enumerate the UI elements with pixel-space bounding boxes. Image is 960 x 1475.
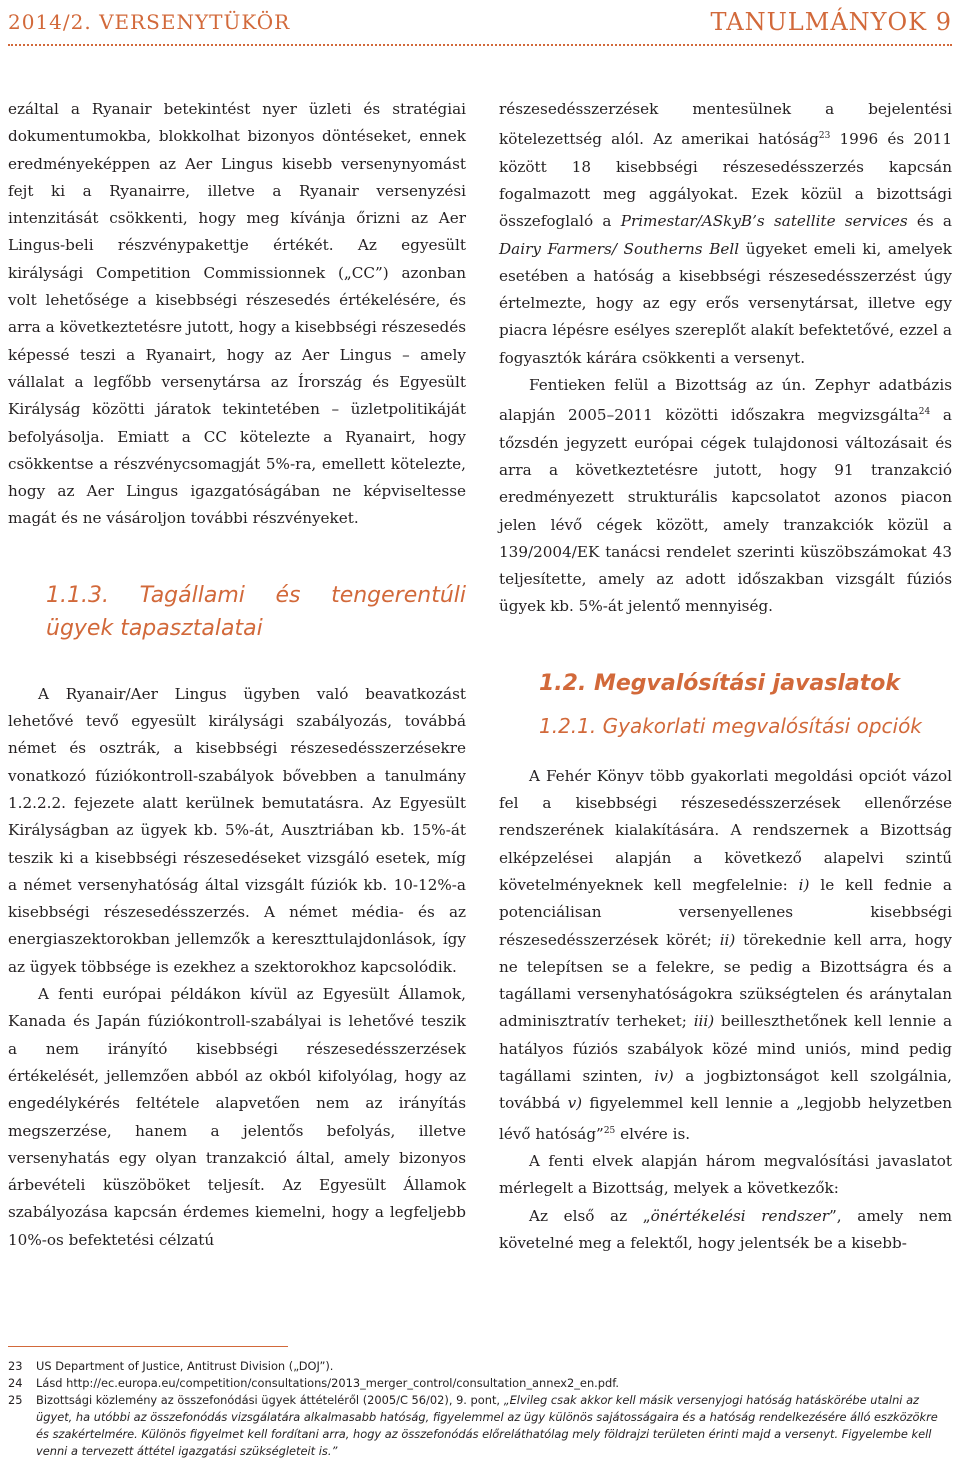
- section-page-number: TANULMÁNYOK 9: [710, 8, 952, 36]
- footnote-ref[interactable]: 24: [918, 407, 931, 418]
- section-heading: 1.1.3. Tagállami és tengerentúli ügyek tapasztalatai: [46, 582, 466, 641]
- paragraph: részesedésszerzések mentesülnek a bejelentési kötelezettség alól. Az amerikai hatóság$^{23}$ 1996 és 2011 között 18 kisebbségi részesedésszerzés kapcsán fogalmazott meg aggályokat. Ezek közül a bizottsági összefoglaló a Primestar/ASkyB’s satellite services és a Dairy Farmers/ Southerns Bell ügyeket emeli ki, amelyek esetében a hatóság a kisebbségi részesedésszerzést úgy értelmezte, hogy az egy erős versenytársat, illetve egy piacra lépésre esélyes szereplőt alakít befektetővé, ezzel a fogyasztók kárára csökkenti a versenyt.: [499, 100, 952, 367]
- page-header: [8, 4, 952, 40]
- paragraph: A Ryanair/Aer Lingus ügyben való beavatkozást lehetővé tevő egyesült királysági szabályozás, továbbá német és osztrák, a kisebbségi részesedésszerzésekre vonatkozó fúziókontroll-szabályok bővebben a tanulmány 1.2.2.2. fejezete alatt kerülnek bemutatásra. Az Egyesült Királyságban az ügyek kb. 5%-át, Ausztriában kb. 15%-át teszik ki a kisebbségi részesedéseket vizsgáló esetek, míg a német versenyhatóság által vizsgált fúziók kb. 10-12%-a kisebbségi részesedésszerzés. A német média- és az energiaszektorokban jellemzők a kereszttulajdonlások, így az ügyek többsége is ezekhez a szektorokhoz kapcsolódik.: [8, 684, 466, 976]
- right-column: [499, 96, 952, 1257]
- section-heading: 1.2. Megvalósítási javaslatok: [539, 670, 901, 696]
- paragraph: Az első az „önértékelési rendszer”, amely nem követelné meg a felektől, hogy jelentsék be a kisebb-: [499, 1206, 952, 1252]
- footnotes: [8, 1358, 954, 1460]
- paragraph: ezáltal a Ryanair betekintést nyer üzleti és stratégiai dokumentumokba, blokkolhat bizonyos döntéseket, ennek eredményeképpen az Aer Lingus kisebb versenynyomást fejt ki a Ryanairre, illetve a Ryanair versenyzési intenzitását csökkenti, hogy meg kívánja őrizni az Aer Lingus-beli részvénypakettje értékét. Az egyesült királysági Competition Commissionnek („CC”) azonban volt lehetősége a kisebbségi részesedés értékelésére, és arra a következtetésre jutott, hogy a kisebbségi részesedés képessé teszi a Ryanairt, hogy az Aer Lingus – amely vállalat a legfőbb versenytársa az Írország és Egyesült Királyság közötti járatok tekintetében – üzletpolitikáját befolyásolja. Emiatt a CC kötelezte a Ryanairt, hogy csökkentse a részvénycsomagját 5%-ra, emellett kötelezte, hogy az Aer Lingus igazgatóságában ne képviseltesse magát és ne vásároljon további részvényeket.: [8, 100, 466, 528]
- footnote: 23 US Department of Justice, Antitrust Division („DOJ”).: [8, 1359, 334, 1373]
- paragraph: A fenti európai példákon kívül az Egyesült Államok, Kanada és Japán fúziókontroll-szabályai is lehetővé teszik a nem irányító kisebbségi részesedésszerzések értékelését, jellemzően abból az okból kifolyólag, hogy az engedélykérés feltétele alapvetően nem az irányítás megszerzése, hanem a jelentős befolyás, illetve versenyhatás egy olyan tranzakció által, amely bizonyos árbevételi küszöböket teljesít. Az Egyesült Államok szabályozása kapcsán érdemes kiemelni, hogy a legfeljebb 10%-os befektetési célzatú: [8, 985, 466, 1249]
- paragraph: Fentieken felül a Bizottság az ún. Zephyr adatbázis alapján 2005–2011 közötti időszakra megvizsgálta$^{24}$ a tőzsdén jegyzett európai cégek tulajdonosi változásait és arra a következtetésre jutott, hogy 91 tranzakció eredményezett strukturális kapcsolatot azonos piacon jelen lévő cégek között, amely tranzakciók közül a 139/2004/EK tanácsi rendelet szerinti küszöbszámokat 43 teljesítette, amely az adott időszakban vizsgált fúziós ügyek kb. 5%-át jelentő mennyiség.: [499, 376, 952, 616]
- footnote: 24 Lásd http://ec.europa.eu/competition/consultations/2013_merger_control/consultation_annex2_en.pdf.: [8, 1375, 954, 1392]
- footnote-divider: [8, 1346, 288, 1347]
- footnote-ref[interactable]: 25: [603, 1125, 616, 1136]
- footnote: 25 Bizottsági közlemény az összefonódási ügyek áttételéről (2005/C 56/02), 9. pont, „Elvileg csak akkor kell másik versenyjogi hatóság hatáskörébe utalni az ügyet, ha utóbbi az összefonódás vizsgálatára alkalmasabb hatóság, figyelemmel az ügy különös sajátosságaira és a hatóság rendelkezésére álló eszközökre és szakértelmére. Különös figyelmet kell fordítani arra, hogy az összefonódás előreláthatólag mely földrajzi területen érinti majd a versenyt. Figyelembe kell venni a tervezett áttétel igazgatási szükségleteit is.”: [8, 1393, 938, 1458]
- journal-issue: 2014/2. VERSENYTÜKÖR: [8, 10, 291, 34]
- subsection-heading: 1.2.1. Gyakorlati megvalósítási opciók: [539, 713, 922, 738]
- footnote-ref[interactable]: 23: [818, 131, 831, 142]
- paragraph: A fenti elvek alapján három megvalósítási javaslatot mérlegelt a Bizottság, melyek a következők:: [499, 1151, 952, 1198]
- paragraph: A Fehér Könyv több gyakorlati megoldási opciót vázol fel a kisebbségi részesedésszerzések ellenőrzése rendszerének kialakítására. A rendszernek a Bizottság elképzelései alapján a következő alapelvi szintű követelményeknek kell megfelelnie: i) le kell fednie a potenciálisan versenyellenes kisebbségi részesedésszerzések körét; ii) törekednie kell arra, hogy ne telepítsen se a felekre, se pedig a Bizottságra és a tagállami versenyhatóságokra szükségtelen és aránytalan adminisztratív terheket; iii) beilleszthetőnek kell lennie a hatályos fúziós szabályok közé mind uniós, mind pedig tagállami szinten, iv) a jogbiztonságot kell szolgálnia, továbbá v) figyelemmel kell lennie a „legjobb helyzetben lévő hatóság”$^{25}$ elvére is.: [499, 766, 953, 1143]
- footnote-link[interactable]: Lásd http://ec.europa.eu/competition/consultations/2013_merger_control/consultation_annex2_en.pdf.: [36, 1376, 620, 1390]
- left-column: [8, 96, 466, 1254]
- header-divider: [8, 44, 952, 46]
